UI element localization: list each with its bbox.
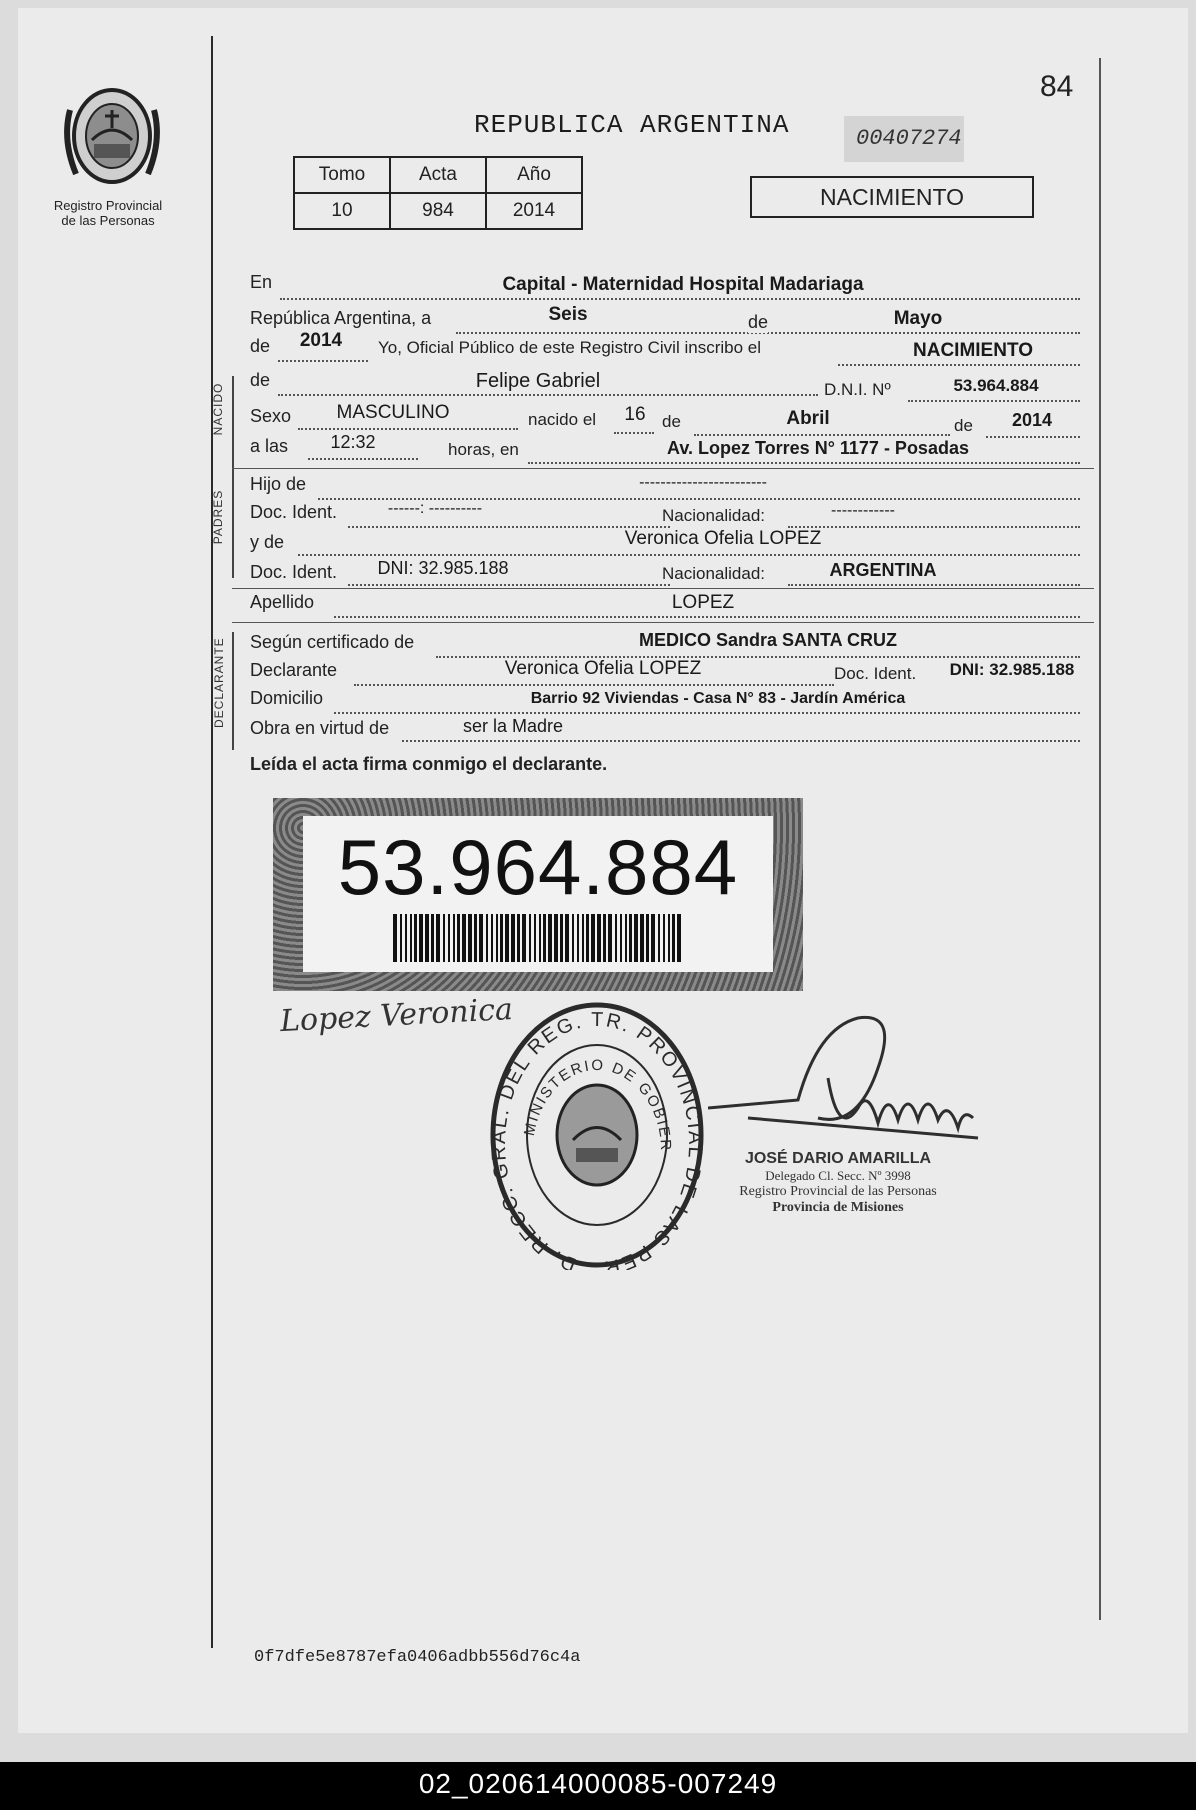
barcode-bar <box>663 914 665 962</box>
year-de-label: de <box>250 336 271 356</box>
padres-section-label: PADRES <box>211 489 225 545</box>
dni-label: D.N.I. Nº <box>824 380 891 399</box>
barcode-bar <box>646 914 649 962</box>
born-label: nacido el <box>528 410 597 429</box>
registry-label-line1: Registro Provincial <box>53 198 163 213</box>
child-dni-value: 53.964.884 <box>953 376 1039 395</box>
sex-label: Sexo <box>250 406 292 426</box>
declarant-doc-value: DNI: 32.985.188 <box>949 660 1075 679</box>
barcode-bar <box>543 914 546 962</box>
barcode-bar <box>474 914 477 962</box>
declarant-line <box>354 684 834 686</box>
birth-time-value: 12:32 <box>330 432 376 452</box>
barcode-bar <box>462 914 466 962</box>
mother-nationality-label: Nacionalidad: <box>662 564 766 583</box>
barcode-bar <box>457 914 460 962</box>
scan-code: 02_020614000085-007249 <box>418 1768 778 1799</box>
capacity-value: ser la Madre <box>462 716 564 736</box>
svg-text:D. RECC. GRAL. DEL REG. TR. PR: D. RECC. GRAL. DEL REG. TR. PROVINCIAL DE LAS PER <box>488 1008 706 1270</box>
registry-coat-of-arms <box>62 80 162 192</box>
right-margin-rule <box>1099 58 1101 1620</box>
document-hash: 0f7dfe5e8787efa0406adbb556d76c4a <box>254 1648 581 1667</box>
surname-label: Apellido <box>250 592 315 612</box>
barcode-bar <box>410 914 412 962</box>
barcode-bar <box>603 914 606 962</box>
barcode-bar <box>548 914 552 962</box>
barcode-bars <box>393 914 683 962</box>
declarant-label: Declarante <box>250 660 338 680</box>
child-name-value: Felipe Gabriel <box>475 370 601 392</box>
sex-line <box>298 428 518 430</box>
barcode-bar <box>436 914 440 962</box>
barcode-bar <box>468 914 472 962</box>
en-label: En <box>250 272 273 292</box>
barcode-bar <box>539 914 541 962</box>
barcode-bar <box>597 914 601 962</box>
barcode-bar <box>572 914 574 962</box>
birth-day-value: 16 <box>624 404 646 425</box>
barcode-bar <box>608 914 612 962</box>
barcode-bar <box>505 914 509 962</box>
mother-nationality-value: ARGENTINA <box>829 560 937 580</box>
barcode-bar <box>511 914 515 962</box>
place-value: Capital - Maternidad Hospital Madariaga <box>502 274 864 295</box>
birth-address-value: Av. Lopez Torres N° 1177 - Posadas <box>667 438 969 458</box>
declarante-sidebar <box>232 632 234 750</box>
year-value: 2014 <box>299 330 343 351</box>
day-text-value: Seis <box>548 304 588 325</box>
birth-year-line <box>986 436 1080 438</box>
address-line <box>334 712 1080 714</box>
country-title: REPUBLICA ARGENTINA <box>474 110 790 140</box>
coat-of-arms-icon <box>62 80 162 192</box>
padres-sidebar <box>232 476 234 578</box>
month-text-value: Mayo <box>893 308 943 329</box>
father-nationality-value: ------------ <box>831 502 895 519</box>
birth-year-de-label: de <box>954 416 973 435</box>
barcode-bar <box>448 914 450 962</box>
serial-number: 00407274 <box>856 126 962 151</box>
hours-label: horas, en <box>448 440 519 459</box>
barcode-bar <box>453 914 455 962</box>
barcode-bar <box>486 914 488 962</box>
declarant-signature: Lopez Veronica <box>279 991 514 1040</box>
mother-doc-value: DNI: 32.985.188 <box>377 558 509 578</box>
record-value-ano: 2014 <box>486 193 582 229</box>
official-title: Delegado Cl. Secc. Nº 3998 <box>765 1168 911 1183</box>
barcode-bar <box>419 914 423 962</box>
address-label: Domicilio <box>250 688 324 708</box>
barcode-bar <box>400 914 402 962</box>
mother-nationality-line <box>788 584 1080 586</box>
address-value: Barrio 92 Viviendas - Casa N° 83 - Jardín América <box>530 690 906 707</box>
barcode-bar <box>668 914 670 962</box>
barcode-bar <box>500 914 503 962</box>
padres-bottom-rule <box>232 588 1094 589</box>
name-label: de <box>250 370 271 390</box>
father-nationality-label: Nacionalidad: <box>662 506 766 525</box>
barcode-bar <box>522 914 526 962</box>
father-doc-value: ------: ---------- <box>387 500 483 517</box>
registry-label-line2: de las Personas <box>61 213 155 228</box>
declarant-value: Veronica Ofelia LOPEZ <box>504 658 702 679</box>
birth-certificate-page <box>18 8 1188 1733</box>
year-line <box>278 360 368 362</box>
barcode-bar <box>582 914 584 962</box>
dni-line <box>908 400 1080 402</box>
barcode-bar <box>629 914 632 962</box>
barcode-bar <box>640 914 644 962</box>
barcode-bar <box>565 914 569 962</box>
barcode-bar <box>431 914 434 962</box>
mother-name-value: Veronica Ofelia LOPEZ <box>624 528 822 549</box>
barcode-bar <box>591 914 595 962</box>
birth-address-line <box>528 462 1080 464</box>
name-line <box>278 394 818 396</box>
page-number: 84 <box>1040 70 1074 103</box>
record-reference-table <box>293 156 583 230</box>
barcode-bar <box>405 914 407 962</box>
official-office: Registro Provincial de las Personas <box>739 1184 937 1199</box>
barcode-bar <box>534 914 536 962</box>
official-signature <box>708 1008 1008 1158</box>
barcode-bar <box>651 914 655 962</box>
record-value-tomo: 10 <box>294 193 390 229</box>
birth-month-line <box>694 434 950 436</box>
barcode-bar <box>393 914 397 962</box>
time-line <box>308 458 418 460</box>
svg-text:MINISTERIO DE GOBIERNO: MINISTERIO DE GOBIER <box>520 1056 675 1153</box>
stamp-seal-icon <box>488 1000 706 1270</box>
capacity-label: Obra en virtud de <box>250 718 390 738</box>
record-value-acta: 984 <box>390 193 486 229</box>
mother-doc-line <box>348 584 670 586</box>
barcode-bar <box>634 914 638 962</box>
surname-value: LOPEZ <box>671 592 735 613</box>
mother-label: y de <box>250 532 285 552</box>
mother-line <box>298 554 1080 556</box>
officer-sentence: Yo, Oficial Público de este Registro Civil inscribo el <box>378 338 761 357</box>
barcode-bar <box>672 914 675 962</box>
birth-year-value: 2014 <box>1011 410 1053 430</box>
record-reference-header-row <box>294 157 582 193</box>
surname-bottom-rule <box>232 622 1094 623</box>
left-margin-rule <box>211 36 213 1648</box>
official-stamp <box>488 1000 706 1270</box>
barcode-bar <box>554 914 558 962</box>
barcode-bar <box>491 914 493 962</box>
declarante-section-label: DECLARANTE <box>212 637 226 728</box>
birth-de-label: de <box>662 412 681 431</box>
nacido-sidebar <box>232 376 234 478</box>
mother-doc-label: Doc. Ident. <box>250 562 338 582</box>
nacido-bottom-rule <box>232 468 1094 469</box>
inscribed-type-value: NACIMIENTO <box>913 340 1033 361</box>
barcode-bar <box>658 914 660 962</box>
barcode-bar <box>517 914 520 962</box>
barcode-bar <box>677 914 681 962</box>
capacity-line <box>402 740 1080 742</box>
birth-month-value: Abril <box>786 408 830 429</box>
act-type-box: NACIMIENTO <box>750 176 1034 218</box>
record-header-tomo: Tomo <box>294 157 390 193</box>
official-name-block <box>708 1150 968 1216</box>
official-name: JOSÉ DARIO AMARILLA <box>744 1150 932 1167</box>
birth-day-line <box>614 432 654 434</box>
inscribed-line <box>838 364 1080 366</box>
barcode-bar <box>615 914 617 962</box>
barcode-bar <box>414 914 417 962</box>
sex-value: MASCULINO <box>336 402 450 423</box>
father-doc-label: Doc. Ident. <box>250 502 338 522</box>
place-line <box>280 298 1080 300</box>
record-header-ano: Año <box>486 157 582 193</box>
dni-barcode-sticker <box>273 798 803 991</box>
father-name-value: ------------------------ <box>618 474 788 492</box>
barcode-bar <box>586 914 589 962</box>
barcode-bar <box>529 914 531 962</box>
barcode-bar <box>479 914 483 962</box>
barcode-number: 53.964.884 <box>337 823 739 911</box>
certificate-label: Según certificado de <box>250 632 415 652</box>
father-label: Hijo de <box>250 474 307 494</box>
registry-label <box>38 198 178 228</box>
barcode-bar <box>560 914 563 962</box>
barcode-bar <box>443 914 445 962</box>
declarant-doc-label: Doc. Ident. <box>834 664 917 683</box>
nacido-section-label: NACIDO <box>211 382 225 436</box>
barcode-bar <box>625 914 627 962</box>
certificate-value: MEDICO Sandra SANTA CRUZ <box>638 630 897 650</box>
barcode-label <box>303 816 773 972</box>
date-de-label: de <box>748 312 769 332</box>
barcode-bar <box>620 914 622 962</box>
record-header-acta: Acta <box>390 157 486 193</box>
official-province: Provincia de Misiones <box>772 1200 904 1215</box>
barcode-bar <box>496 914 498 962</box>
barcode-bar <box>577 914 579 962</box>
republica-label: República Argentina, a <box>250 308 432 328</box>
surname-line <box>334 616 1080 618</box>
record-reference-value-row <box>294 193 582 229</box>
barcode-bar <box>425 914 429 962</box>
time-label: a las <box>250 436 289 456</box>
closing-statement: Leída el acta firma conmigo el declarante. <box>250 754 608 774</box>
